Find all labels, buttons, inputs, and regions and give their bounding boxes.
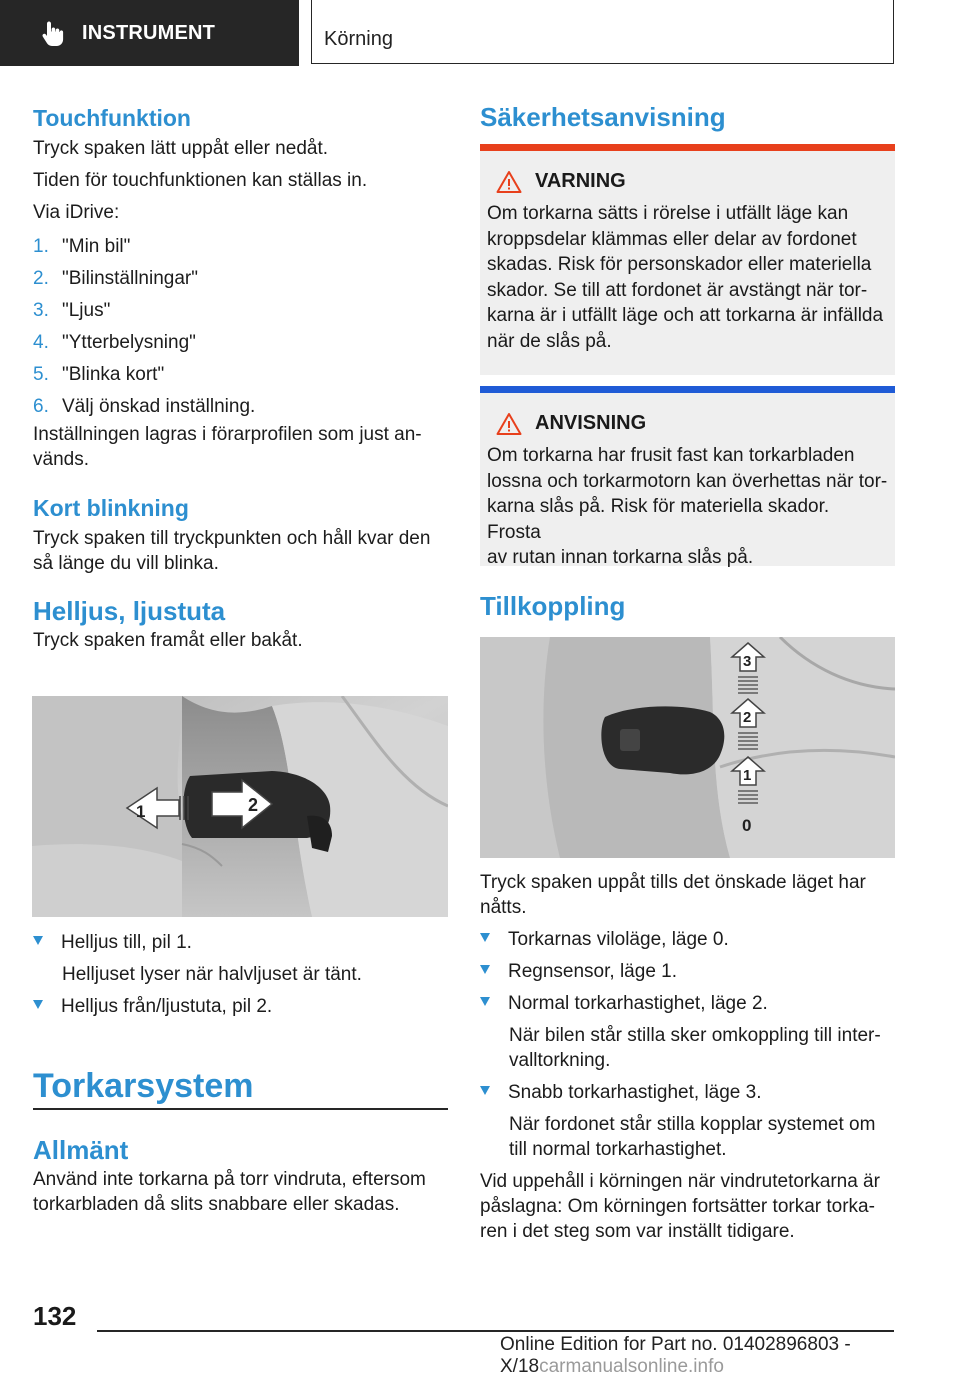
heading-allmant: Allmänt <box>33 1134 129 1165</box>
triangle-bullet-icon <box>480 1086 490 1095</box>
notice-text: karna slås på. Risk för materiella skador. Frosta <box>487 496 830 543</box>
arrow-label-1: 1 <box>136 802 146 821</box>
step-text: "Bilinställningar" <box>62 267 198 289</box>
notice-text: lossna och torkarmotorn kan överhettas när tor‐ <box>487 470 888 492</box>
list-item <box>480 959 895 984</box>
chapter-header <box>311 0 894 64</box>
bullet-text: Regnsensor, läge 1. <box>508 961 678 982</box>
paragraph: Inställningen lagras i förarprofilen som just an‐ <box>33 424 422 445</box>
paragraph: Tryck spaken framåt eller bakåt. <box>33 630 303 651</box>
list-item <box>33 294 448 326</box>
step-number: 5. <box>33 363 49 385</box>
heading-torkarsystem: Torkarsystem <box>33 1067 254 1105</box>
triangle-bullet-icon <box>480 933 490 942</box>
warning-label: VARNING <box>535 170 626 193</box>
bullet-text: Helljus till, pil 1. <box>61 932 192 953</box>
position-label-1: 1 <box>743 767 752 784</box>
warning-triangle-icon <box>496 412 522 436</box>
warning-bar <box>480 144 895 151</box>
triangle-bullet-icon <box>33 936 43 945</box>
bullet-subtext: Helljuset lyser när halvljuset är tänt. <box>62 964 362 985</box>
position-label-3: 3 <box>743 653 752 670</box>
warning-text: när de slås på. <box>487 330 612 352</box>
paragraph: vänds. <box>33 449 89 470</box>
triangle-bullet-icon <box>33 1000 43 1009</box>
bullet-subtext: När bilen står stilla sker omkoppling till inter‐ <box>509 1025 881 1046</box>
section-tab <box>0 0 299 66</box>
footer-edition <box>500 1334 960 1378</box>
wiper-lever-image <box>480 637 895 858</box>
edition-text: Online Edition for Part no. 01402896803 - X/18 <box>500 1334 851 1377</box>
notice-box <box>480 393 895 566</box>
chapter-title: Körning <box>324 28 393 50</box>
triangle-bullet-icon <box>480 965 490 974</box>
bullet-subtext: till normal torkarhastighet. <box>509 1139 727 1160</box>
paragraph: Vid uppehåll i körningen när vindrutetorkarna är <box>480 1171 880 1192</box>
step-number: 6. <box>33 395 49 417</box>
paragraph: ren i det steg som var inställt tidigare. <box>480 1221 795 1242</box>
bullet-text: Torkarnas viloläge, läge 0. <box>508 929 729 950</box>
step-text: "Min bil" <box>62 235 131 257</box>
paragraph: nåtts. <box>480 897 527 918</box>
warning-title <box>487 169 888 195</box>
bullet-list <box>33 930 448 1019</box>
step-text: "Ljus" <box>62 299 111 321</box>
warning-text: karna är i utfällt läge och att torkarna är infällda <box>487 305 884 326</box>
list-item <box>480 927 895 952</box>
high-beam-lever-image <box>32 696 448 917</box>
list-item <box>33 230 448 262</box>
list-item <box>33 390 448 422</box>
step-text: "Blinka kort" <box>62 363 165 385</box>
warning-triangle-icon <box>496 170 522 194</box>
heading-helljus: Helljus, ljustuta <box>33 596 226 626</box>
notice-title <box>487 411 888 437</box>
bullet-subtext: valltorkning. <box>509 1050 611 1071</box>
paragraph: påslagna: Om körningen fortsätter torkar torka‐ <box>480 1196 875 1217</box>
list-item <box>33 358 448 390</box>
warning-text: kroppsdelar klämmas eller delar av fordonet <box>487 228 857 250</box>
warning-box <box>480 151 895 375</box>
left-column <box>33 104 448 653</box>
watermark-text: carmanualsonline.info <box>539 1356 724 1377</box>
bullet-subtext: När fordonet står stilla kopplar systemet om <box>509 1114 876 1135</box>
paragraph: torkarbladen då slits snabbare eller skadas. <box>33 1193 400 1215</box>
step-number: 4. <box>33 331 49 353</box>
heading-touchfunktion: Touchfunktion <box>33 105 191 131</box>
warning-text: skadas. Risk för personskador eller materiella <box>487 254 872 275</box>
safety-heading-wrap <box>480 102 895 132</box>
arrow-label-2: 2 <box>248 795 259 815</box>
section-title: INSTRUMENT <box>82 21 216 44</box>
position-label-2: 2 <box>743 709 752 726</box>
notice-text: Om torkarna har frusit fast kan torkarbladen <box>487 445 855 466</box>
list-item <box>480 1080 895 1162</box>
step-number: 2. <box>33 267 49 289</box>
notice-text: av rutan innan torkarna slås på. <box>487 547 754 568</box>
step-number: 1. <box>33 235 49 257</box>
notice-bar <box>480 386 895 393</box>
paragraph: Via iDrive: <box>33 202 120 223</box>
notice-label: ANVISNING <box>535 412 647 435</box>
list-item <box>480 991 895 1073</box>
tillkoppling-heading-wrap <box>480 591 895 621</box>
paragraph: Använd inte torkarna på torr vindruta, eftersom <box>33 1168 426 1190</box>
page-number: 132 <box>33 1301 77 1331</box>
paragraph: Tiden för touchfunktionen kan ställas in. <box>33 170 368 191</box>
paragraph: Tryck spaken lätt uppåt eller nedåt. <box>33 138 329 159</box>
bullet-text: Normal torkarhastighet, läge 2. <box>508 993 768 1014</box>
list-item <box>33 994 448 1019</box>
footer-rule <box>97 1330 894 1332</box>
hand-pointer-icon <box>42 20 64 46</box>
bullet-text: Snabb torkarhastighet, läge 3. <box>508 1082 762 1103</box>
list-item <box>33 930 448 987</box>
step-text: Välj önskad inställning. <box>62 395 256 417</box>
torkarsystem-section <box>33 1067 448 1217</box>
idrive-steps <box>33 230 448 422</box>
helljus-bullets <box>33 930 448 1019</box>
heading-sakerhetsanvisning: Säkerhetsanvisning <box>480 102 726 132</box>
list-item <box>33 262 448 294</box>
step-number: 3. <box>33 299 49 321</box>
triangle-bullet-icon <box>480 997 490 1006</box>
bullet-text: Helljus från/ljustuta, pil 2. <box>61 996 273 1017</box>
heading-rule <box>33 1108 448 1110</box>
list-item <box>33 326 448 358</box>
bullet-list <box>480 927 895 1162</box>
step-text: "Ytterbelysning" <box>62 331 196 353</box>
warning-text: skador. Se till att fordonet är avstängt när tor‐ <box>487 279 868 301</box>
paragraph: Tryck spaken uppåt tills det önskade läget har <box>480 872 866 893</box>
tillkoppling-text <box>480 870 895 1244</box>
paragraph: så länge du vill blinka. <box>33 553 219 574</box>
paragraph: Tryck spaken till tryckpunkten och håll kvar den <box>33 528 431 549</box>
position-label-0: 0 <box>742 816 752 835</box>
heading-kort-blinkning: Kort blinkning <box>33 495 189 521</box>
heading-tillkoppling: Tillkoppling <box>480 591 626 621</box>
warning-text: Om torkarna sätts i rörelse i utfällt läge kan <box>487 203 849 224</box>
